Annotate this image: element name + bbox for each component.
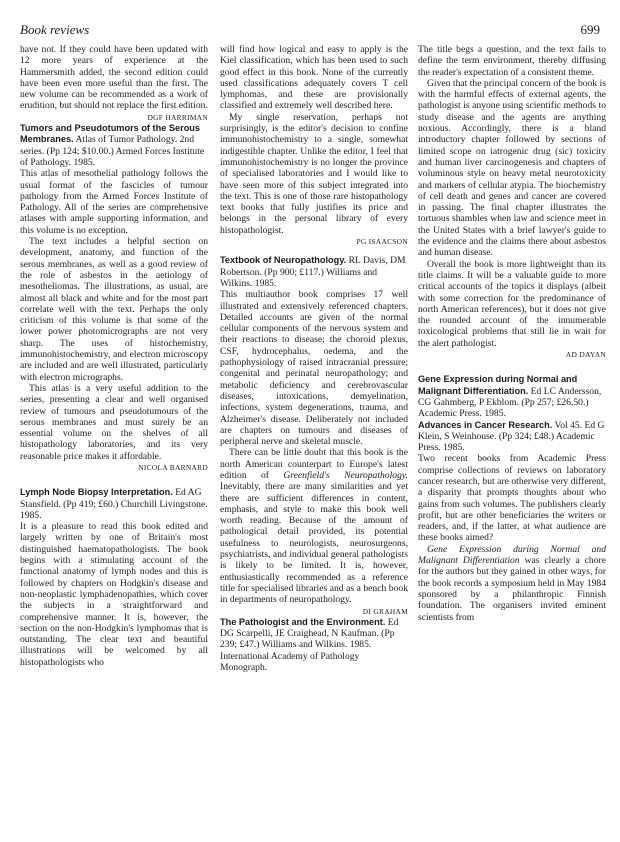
- paragraph: Given that the principal concern of the book is with the harmful effects of external agents, the pathologist is anyone using scientific methods to study disease and the agents are anything noxious. Accordingly, there is a bland introductory chapter followed by sections of limited scope on iatrogenic drug (sic) toxicity and human liver carcinogenesis and chapters of voluminous style on heavy metal neurotoxicity and markers of cellular atypia. The biochemistry of cell death and genes and cancer are covered in passing. The final chapter illustrates the tortuous shambles when law and science meet in the United States with a brief lawyer's guide to the evidence and the claims there about asbestos and human disease.: [418, 77, 606, 259]
- paragraph: My single reservation, perhaps not surprisingly, is the editor's decision to confine immunohistochemistry to a single, somewhat indigestible chapter. Unlike the editor, I feel that immunohistochemistry is no longer the province of specialised laboratories and I would like to have seen more of this subject integrated into the text. This is one of those rare histopathology text books that fully justifies its price and belongs in the personal library of every histopathologist.: [220, 111, 408, 236]
- review-heading: [20, 487, 208, 521]
- paragraph: [418, 544, 606, 623]
- paragraph: have not. If they could have been updated with 12 more years of experience at the Hammersmith added, the second edition could have been even more useful than the first. The new volume can be recommended as a work of erudition, but should not replace the first edition.: [20, 44, 208, 112]
- paragraph: Overall the book is more lightweight than its title claims. It will be a valuable guide to more critical accounts of the topics it displays (albeit with some correction for the predominance of north American references), but it does not give the rounded account of the innumerable toxicological problems that still lie in wait for the alert pathologist.: [418, 258, 606, 349]
- book-details: Ed DG Scarpelli, JE Craighead, N Kaufman. (Pp 239; £47.) Williams and Wilkins. 1985. International Academy of Pathology Monograph.: [220, 616, 399, 674]
- paragraph: Two recent books from Academic Press comprise collections of reviews on laboratory cancer research, but are otherwise very different, a disparity that prompts thoughts about who gains from such volumes. The publishers clearly profit, but are other beneficiaries the writers or readers, and, if the latter, at what audience are these books aimed?: [418, 453, 606, 544]
- text-run: was clearly a chore for the authors but they gained in other ways, for the book records a symposium held in May 1984 sponsored by a philanthropic Finnish foundation. The organisers invited eminent scientists from: [418, 555, 606, 623]
- paragraph: This multiauthor book comprises 17 well illustrated and extensively referenced chapters. Detailed accounts are given of the normal cellular components of the nervous system and their reactions to disease; the choroid plexus, CSF, hydrocephalus, oedema, and the pathophysiology of raised intracranial pressure; congenital and perinatal neuropathology; and metabolic deficiency and cerebrovascular diseases, intoxications, demyelination, infections, system degenerations, trauma, and Alzheimer's disease. Deliberately not included are chapters on tumours and diseases of peripheral nerve and skeletal muscle.: [220, 289, 408, 448]
- reviewer-signature: PG ISAACSON: [356, 237, 408, 247]
- review-heading: [418, 374, 606, 419]
- review-heading: [418, 420, 606, 454]
- reviewer-signature: NICOLA BARNARD: [138, 462, 208, 472]
- paragraph: The title begs a question, and the text fails to define the term environment, thereby diffusing the reader's expectation of a consistent theme.: [418, 44, 606, 78]
- book-details: Vol 45. Ed G Klein, S Weinhouse. (Pp 324; £48.) Academic Press. 1985.: [418, 419, 605, 454]
- book-title: Lymph Node Biopsy Interpretation.: [20, 487, 173, 498]
- column-left: [20, 44, 208, 668]
- page-number: 699: [580, 22, 600, 37]
- book-details: Atlas of Tumor Pathology. 2nd series. (Pp 124; $10.00.) Armed Forces Institute of Pathology. 1985.: [20, 134, 205, 168]
- paragraph: will find how logical and easy to apply is the Kiel classification, which has been used to such good effect in this book. None of the currently used classifications adequately covers T cell lymphomas, and these are provisionally classified and extremely well described here.: [220, 44, 408, 112]
- paragraph: This atlas is a very useful addition to the series, presenting a clear and well organised review of tumours and pseudotumours of the serous membranes and must surely be an essential volume on the shelves of all histopathology laboratories, and its very reasonable price makes it affordable.: [20, 382, 208, 462]
- column-middle: [220, 44, 408, 673]
- reviewer-signature: DGF HARRIMAN: [147, 112, 208, 122]
- review-heading: [220, 617, 408, 673]
- book-title: Tumors and Pseudotumors of the Serous Membranes.: [20, 123, 201, 145]
- running-head: Book reviews: [20, 22, 90, 37]
- reviewer-signature: AD DAYAN: [565, 350, 606, 360]
- paragraph: It is a pleasure to read this book edited and largely written by one of Britain's most distinguished haematopathologists. The book begins with a stimulating account of the functional anatomy of lymph nodes and this is followed by chapters on Hodgkin's disease and non-neoplastic lymphadenopathies, which cover the subjects in a straightforward and comprehensive manner. It is, however, the section on the non-Hodgkin's lymphomas that is outstanding. The clear text and beautiful illustrations will be welcomed by all histopathologists who: [20, 521, 208, 668]
- book-title: The Pathologist and the Environment.: [220, 616, 386, 627]
- text-run: Inevitably, there are many similarities and yet there are sufficient differences in content, emphasis, and style to make this book well worth reading. Because of the amount of pathological detail provided, its potential usefulness to neurologists, neurosurgeons, psychiatrists, and individual general pathologists is likely to be limited. It is, however, enthusiastically recommended as a reference title for specialised libraries and as a bench book in departments of neuropathology.: [220, 481, 408, 606]
- italic-title: Gene Expression during Normal and Malignant Differentiation: [418, 543, 606, 567]
- spacer: [220, 247, 408, 255]
- italic-title: Greenfield's Neuropathology.: [283, 469, 408, 481]
- book-title: Advances in Cancer Research.: [418, 419, 553, 430]
- review-heading: [220, 255, 408, 289]
- book-details: Ed AG Stansfield. (Pp 419; £60.) Churchill Livingstone. 1985.: [20, 487, 208, 521]
- book-title: Textbook of Neuropathology.: [220, 255, 347, 266]
- paragraph: This atlas of mesothelial pathology follows the usual format of the fascicles of tumour pathology from the Armed Forces Institute of Pathology. All of the series are comprehensive atlases with ample supporting information, and this volume is no exception.: [20, 168, 208, 236]
- book-details: RL Davis, DM Robertson. (Pp 900; £117.) Williams and Wilkins. 1985.: [220, 255, 406, 289]
- column-right: [418, 44, 606, 623]
- paragraph: [220, 447, 408, 605]
- spacer: [20, 473, 208, 487]
- book-details: Ed LC Andersson, CG Gahmberg, P Ekblom. (Pp 257; £26.50.) Academic Press. 1985.: [418, 385, 602, 420]
- reviewer-signature: DI GRAHAM: [362, 606, 408, 616]
- paragraph: The text includes a helpful section on development, anatomy, and function of the serous membranes, as well as a good review of the role of asbestos in the aetiology of mesotheliomas. The illustrations, as usual, are almost all black and white and for the most part correlate well with the text. Perhaps the only criticism of this volume is that some of the lower power photomicrographs are not very sharp. The uses of histochemistry, immunohistochemistry, and electron microscopy are included and are well illustrated, particularly with electron micrographs.: [20, 236, 208, 383]
- text-run: There can be little doubt that this book is the north American counterpart to Europe's latest edition of: [220, 447, 408, 481]
- page-header: [20, 22, 600, 38]
- book-title: Gene Expression during Normal and Malignant Differentiation.: [418, 374, 578, 396]
- spacer: [418, 360, 606, 374]
- review-heading: [20, 123, 208, 168]
